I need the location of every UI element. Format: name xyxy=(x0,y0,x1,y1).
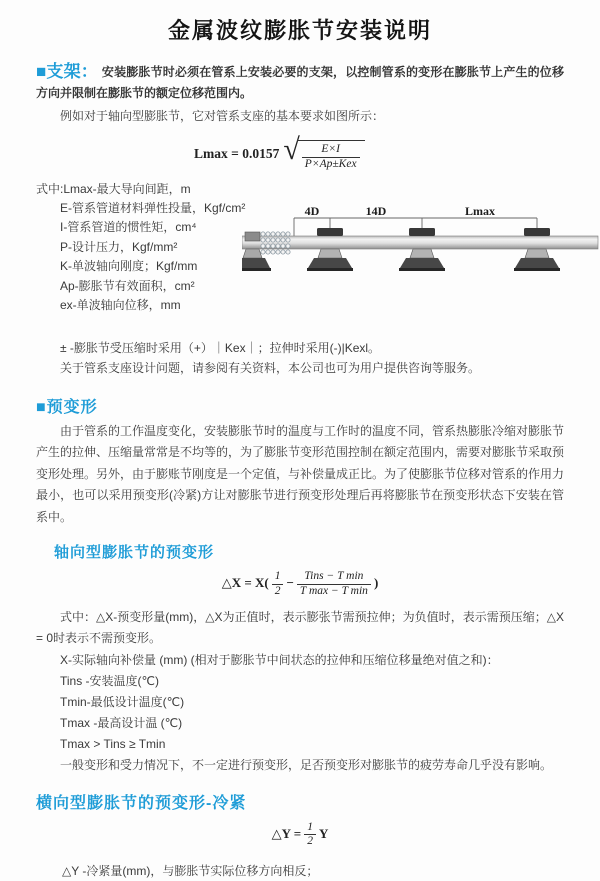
consult-note-line: 关于管系支座设计问题，请参阅有关资料，本公司也可为用户提供咨询等服务。 xyxy=(60,360,481,375)
definition-line: E-管系管道材料弹性投量，Kgf/cm² xyxy=(60,201,246,215)
axial-item-line: Tins -安装温度(℃) xyxy=(60,673,160,688)
radical-group xyxy=(283,133,364,172)
lateral-subheading: 横向型膨胀节的预变形-冷紧 xyxy=(36,794,247,812)
definition-line: I-管系管道的惯性矩，cm⁴ xyxy=(60,220,197,235)
pipe-support-diagram xyxy=(242,206,600,284)
lmax-fraction xyxy=(302,143,360,172)
dim-label-lmax: Lmax xyxy=(465,205,495,218)
axial-formula-minus: − xyxy=(286,575,294,591)
definition-line: K-单波轴向刚度；Kgf/mm xyxy=(60,259,198,274)
lateral-formula-lhs: △Y = xyxy=(271,825,302,841)
support-section-paragraph xyxy=(36,61,564,104)
predeform-section-heading: ■预变形 xyxy=(36,398,98,416)
pipe xyxy=(242,236,598,249)
axial-item-line: Tmax -最高设计温 (℃) xyxy=(60,715,183,730)
lmax-formula xyxy=(194,133,564,172)
temp-fraction-numerator: Tins − T min xyxy=(297,570,371,585)
axial-subheading: 轴向型膨胀节的预变形 xyxy=(54,544,215,562)
axial-formula-lhs: △X = X( xyxy=(221,575,269,591)
half-denominator: 2 xyxy=(274,584,281,597)
half-numerator: 1 xyxy=(272,570,284,585)
axial-formula xyxy=(36,570,564,599)
guide-support-icon xyxy=(399,228,445,271)
guide-support-icon xyxy=(514,228,560,271)
lmax-formula-lhs: Lmax = 0.0157 xyxy=(194,146,280,162)
definition-line: ex-单波轴向位移，mm xyxy=(60,298,181,313)
definition-line: 式中:Lmax-最大导向间距，m xyxy=(36,181,191,196)
axial-formula-temp-fraction xyxy=(297,570,371,599)
axial-item-line: Tmax > Tins ≥ Tmin xyxy=(60,736,166,751)
axial-explain-paragraph: 式中：△X-预变形量(mm)，△X为正值时，表示膨张节需预拉伸；为负值时，表示需预压缩；△X = 0时表示不需预变形。 xyxy=(36,609,564,646)
lateral-formula-half xyxy=(304,821,316,850)
lateral-half-denominator: 2 xyxy=(307,835,313,848)
page-title: 金属波纹膨胀节安装说明 xyxy=(167,18,432,43)
document-page xyxy=(0,14,600,881)
temp-fraction-denominator: T max − T min xyxy=(299,584,368,597)
lateral-note-line: △Y -冷紧量(mm)，与膨胀节实际位移方向相反； xyxy=(62,864,319,879)
lateral-formula xyxy=(36,821,564,850)
axial-item-line: X-实际轴向补偿量 (mm) (相对于膨胀节中间状态的拉伸和压缩位移量绝对值之和)： xyxy=(60,652,499,667)
axial-formula-close-paren: ) xyxy=(373,575,379,591)
definition-line: Ap-膨胀节有效面积，cm² xyxy=(60,278,195,293)
support-example-line: 例如对于轴向型膨胀节，它对管系支座的基本要求如图所示： xyxy=(60,109,385,123)
axial-item-line: Tmin-最低设计温度(℃) xyxy=(60,694,185,709)
definition-line: P-设计压力，Kgf/mm² xyxy=(60,239,178,254)
support-section-heading: ■支架： xyxy=(36,62,98,81)
guide-support-icon xyxy=(307,228,353,271)
dim-label-4d: 4D xyxy=(304,205,320,218)
predeform-body-paragraph: 由于管系的工作温度变化，安装膨胀节时的温度与工作时的温度不同，管系热膨胀冷缩对膨胀节产生的拉伸、压缩量常常是不均等的，为了膨胀节变形范围控制在额定范围内，需要对膨胀节采取预变形处理。另外，由于膨账节刚度是一个定值，与补偿量成正比。为了使膨胀节位移对管系的作用力最小，也可以采用预变形(冷紧)方让对膨胀节进行预变形处理后再将膨胀节在预变形状态下安装在管系中。 xyxy=(36,423,565,524)
radical-content xyxy=(297,140,365,172)
definitions-and-diagram-region xyxy=(36,180,564,338)
axial-item-line: 一般变形和受力情况下，不一定进行预变形，足否预变形对膨胀节的疲劳寿命几乎没有影响。 xyxy=(60,757,553,772)
lmax-fraction-denominator: P×Ap±Kex xyxy=(304,157,357,170)
pm-note-line: ± -膨胀节受压缩时采用（+）｜Kex｜；拉伸时采用(-)|Kexl。 xyxy=(60,340,381,355)
lateral-formula-rhs: Y xyxy=(318,825,329,841)
lateral-half-numerator: 1 xyxy=(304,821,316,836)
support-intro-text: 安装膨胀节时必须在管系上安装必要的支架，以控制管系的变形在膨胀节上产生的位移方向并限制在膨胀节的额定位移范围内。 xyxy=(36,65,564,100)
radical-sign: √ xyxy=(283,133,300,166)
dim-label-14d: 14D xyxy=(365,205,387,218)
axial-formula-half xyxy=(272,570,284,599)
lmax-fraction-numerator: E×I xyxy=(302,143,360,158)
